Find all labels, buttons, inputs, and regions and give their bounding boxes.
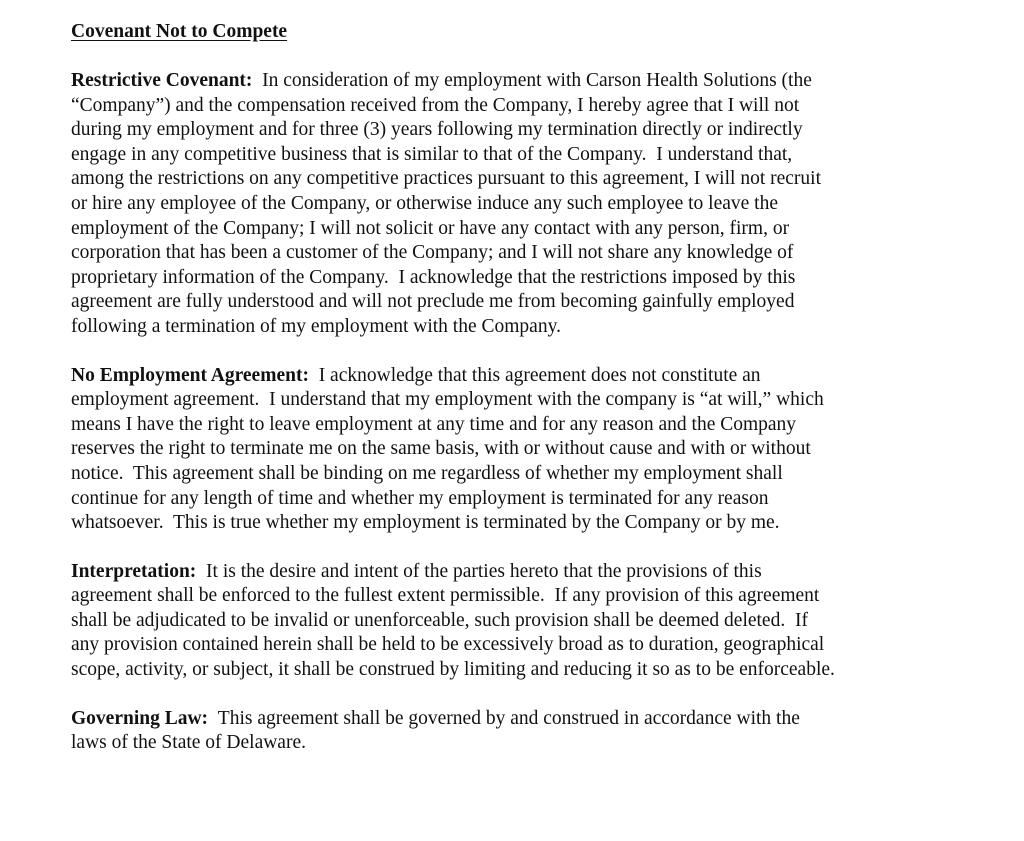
section-text-line: among the restrictions on any competitive practices pursuant to this agreement, I will not recruit <box>71 168 821 190</box>
document-title: Covenant Not to Compete <box>71 21 288 42</box>
section-text-line: means I have the right to leave employment at any time and for any reason and the Company <box>71 413 797 435</box>
section-text-line: reserves the right to terminate me on the same basis, with or without cause and with or without <box>71 438 811 460</box>
section-text-line: proprietary information of the Company. I acknowledge that the restrictions imposed by this <box>71 266 796 288</box>
section-text-line: I acknowledge that this agreement does not constitute an <box>318 364 761 386</box>
section-heading: No Employment Agreement: <box>71 364 309 386</box>
section-interpretation <box>71 560 951 683</box>
section-text-line: or hire any employee of the Company, or otherwise induce any such employee to leave the <box>71 192 778 214</box>
section-text-line: engage in any competitive business that is similar to that of the Company. I understand that, <box>71 143 793 165</box>
section-governing-law <box>71 707 951 756</box>
section-text-line: This agreement shall be governed by and construed in accordance with the <box>217 707 800 729</box>
section-text-line: “Company”) and the compensation received from the Company, I hereby agree that I will not <box>71 94 800 116</box>
section-text-line: any provision contained herein shall be held to be excessively broad as to duration, geographical <box>71 634 825 656</box>
document-page <box>71 20 951 780</box>
section-text-line: agreement are fully understood and will not preclude me from becoming gainfully employed <box>71 291 795 313</box>
section-text-line: following a termination of my employment with the Company. <box>71 315 561 337</box>
section-heading: Restrictive Covenant: <box>71 70 253 91</box>
section-text-line: In consideration of my employment with Carson Health Solutions (the <box>262 70 812 91</box>
section-text-line: whatsoever. This is true whether my employment is terminated by the Company or by me. <box>71 512 780 534</box>
document-body <box>71 69 951 756</box>
section-text-line: employment of the Company; I will not solicit or have any contact with any person, firm, or <box>71 217 790 239</box>
section-text-line: It is the desire and intent of the parties hereto that the provisions of this <box>206 560 762 582</box>
section-text-line: employment agreement. I understand that my employment with the company is “at will,” which <box>71 389 824 411</box>
section-text-line: laws of the State of Delaware. <box>71 732 306 754</box>
section-text-line: agreement shall be enforced to the fullest extent permissible. If any provision of this agreement <box>71 585 820 607</box>
section-text-line: scope, activity, or subject, it shall be construed by limiting and reducing it so as to be enforceable. <box>71 659 835 681</box>
section-no-employment-agreement <box>71 364 951 536</box>
section-text-line: continue for any length of time and whether my employment is terminated for any reason <box>71 487 769 509</box>
section-heading: Governing Law: <box>71 707 209 729</box>
section-text-line: shall be adjudicated to be invalid or unenforceable, such provision shall be deemed deleted. If <box>71 609 808 631</box>
section-text-line: notice. This agreement shall be binding on me regardless of whether my employment shall <box>71 462 783 484</box>
section-text-line: corporation that has been a customer of the Company; and I will not share any knowledge of <box>71 242 794 264</box>
section-restrictive-covenant <box>71 69 951 340</box>
section-text-line: during my employment and for three (3) years following my termination directly or indirectly <box>71 119 803 141</box>
section-heading: Interpretation: <box>71 560 197 582</box>
